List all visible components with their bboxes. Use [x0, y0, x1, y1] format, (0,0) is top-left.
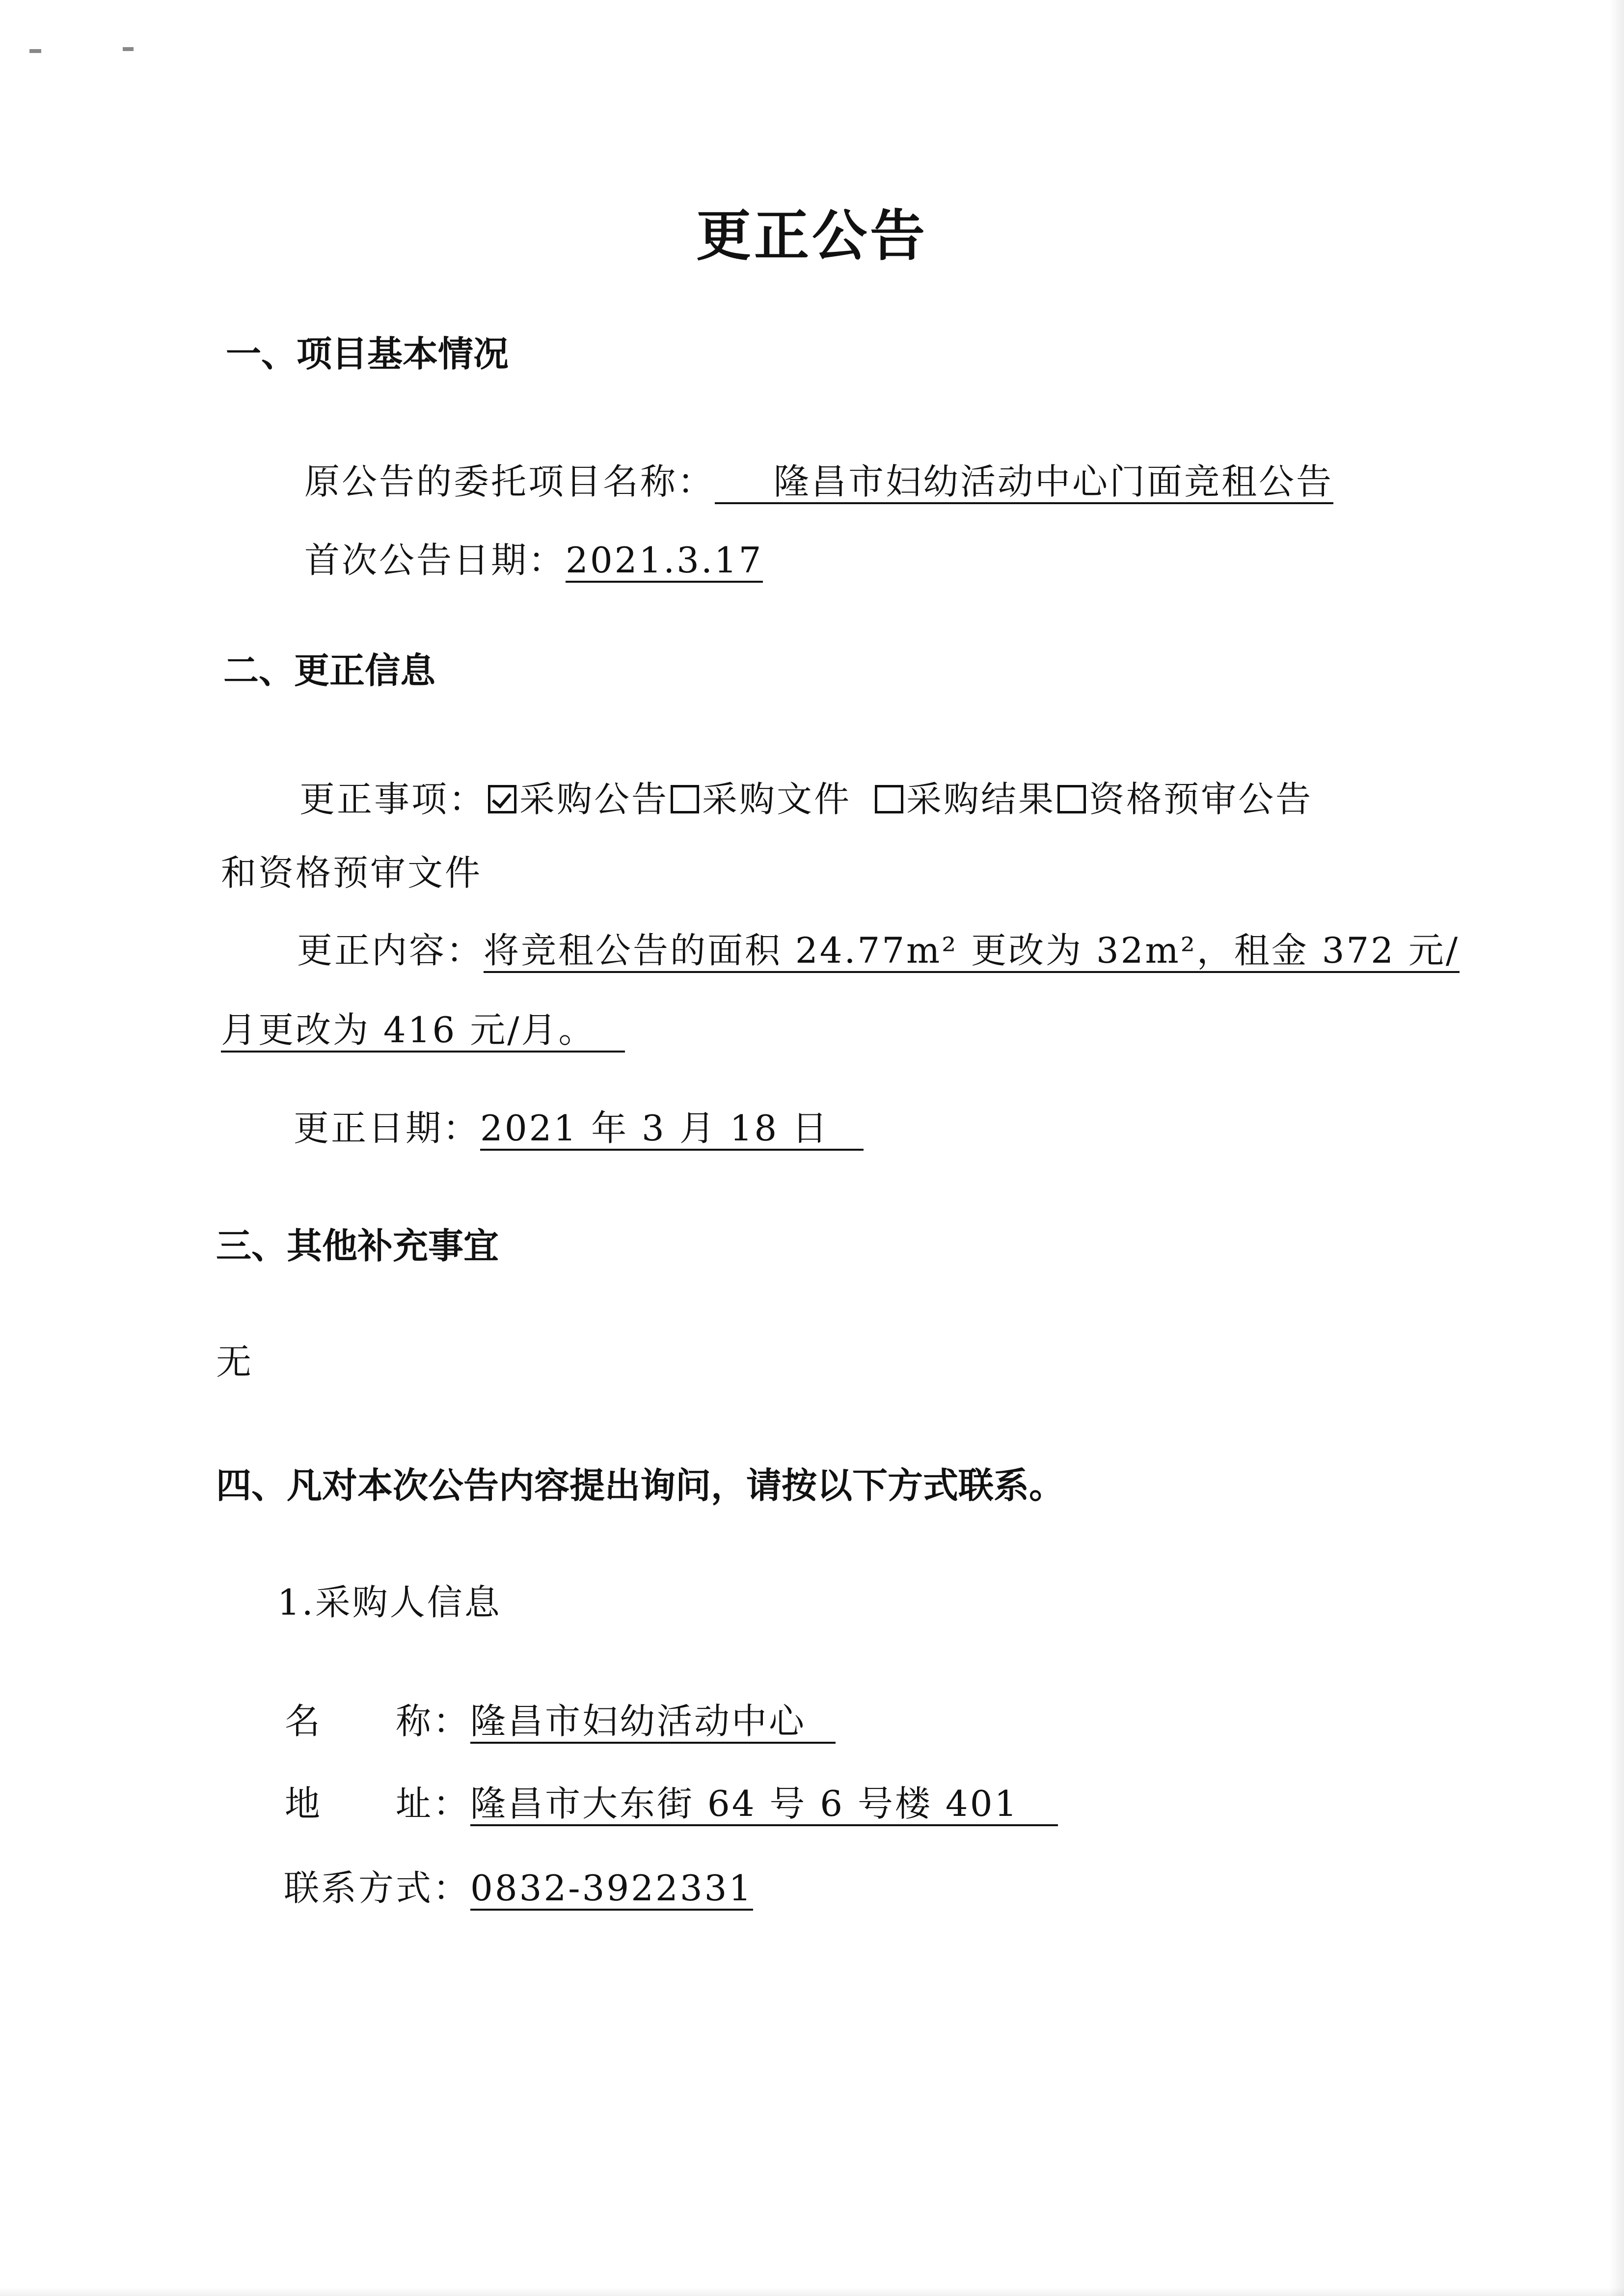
correction-date-value: 2021 年 3 月 18 日 — [480, 1110, 864, 1151]
purchaser-address-label-1: 地 — [285, 1783, 323, 1824]
purchaser-address-label-2: 址： — [396, 1783, 471, 1824]
scan-speck — [123, 47, 134, 51]
purchaser-address-value: 隆昌市大东街 64 号 6 号楼 401 — [470, 1786, 1058, 1826]
document-title: 更正公告 — [696, 204, 928, 268]
purchaser-contact-row — [284, 1867, 754, 1911]
purchaser-contact-label: 联系方式： — [284, 1867, 471, 1909]
original-project-name-label: 原公告的委托项目名称： — [304, 461, 715, 502]
original-project-name-value: 隆昌市妇幼活动中心门面竞租公告 — [715, 464, 1333, 504]
purchaser-name-value: 隆昌市妇幼活动中心 — [470, 1703, 836, 1744]
section-heading-project-info: 一、项目基本情况 — [226, 333, 509, 375]
first-announcement-date-row — [304, 542, 763, 583]
page-edge-shadow — [0, 2287, 1624, 2296]
correction-content-row — [297, 930, 1460, 973]
correction-date-row — [294, 1107, 864, 1151]
purchaser-address-row — [285, 1783, 1058, 1826]
page-edge-shadow — [1609, 0, 1624, 2296]
section-heading-correction-info: 二、更正信息 — [223, 650, 436, 691]
correction-items-label: 更正事项： — [299, 779, 487, 820]
scan-speck — [29, 49, 41, 53]
first-announcement-date-label: 首次公告日期： — [304, 540, 566, 581]
other-matters-text: 无 — [216, 1341, 254, 1382]
option-label: 采购结果 — [906, 779, 1056, 820]
correction-items-continuation: 和资格预审文件 — [221, 852, 483, 893]
correction-content-line-2-row — [221, 1009, 625, 1053]
checkbox-checked-icon[interactable] — [488, 785, 516, 813]
purchaser-name-label-2: 称： — [396, 1701, 471, 1742]
correction-content-label: 更正内容： — [297, 930, 484, 971]
option-label: 资格预审公告 — [1089, 779, 1313, 820]
purchaser-contact-value: 0832-3922331 — [470, 1870, 753, 1911]
purchaser-info-subheading: 1.采购人信息 — [277, 1582, 502, 1623]
correction-items-row — [299, 779, 1313, 820]
original-project-name-row — [304, 461, 1334, 504]
checkbox-unchecked-icon[interactable] — [671, 785, 699, 813]
first-announcement-date-value: 2021.3.17 — [566, 542, 763, 583]
purchaser-name-label-1: 名 — [285, 1701, 323, 1742]
correction-date-label: 更正日期： — [294, 1107, 481, 1149]
purchaser-name-row — [285, 1703, 836, 1744]
checkbox-unchecked-icon[interactable] — [1057, 785, 1086, 813]
correction-content-line-1: 将竞租公告的面积 24.77m² 更改为 32m²，租金 372 元/ — [484, 933, 1460, 973]
correction-content-line-2: 月更改为 416 元/月。 — [221, 1012, 625, 1053]
checkbox-unchecked-icon[interactable] — [875, 785, 903, 813]
section-heading-contact: 四、凡对本次公告内容提出询问，请按以下方式联系。 — [216, 1465, 1065, 1506]
section-heading-other-matters: 三、其他补充事宜 — [216, 1225, 499, 1267]
option-label: 采购公告 — [519, 779, 669, 820]
option-label: 采购文件 — [702, 779, 852, 820]
